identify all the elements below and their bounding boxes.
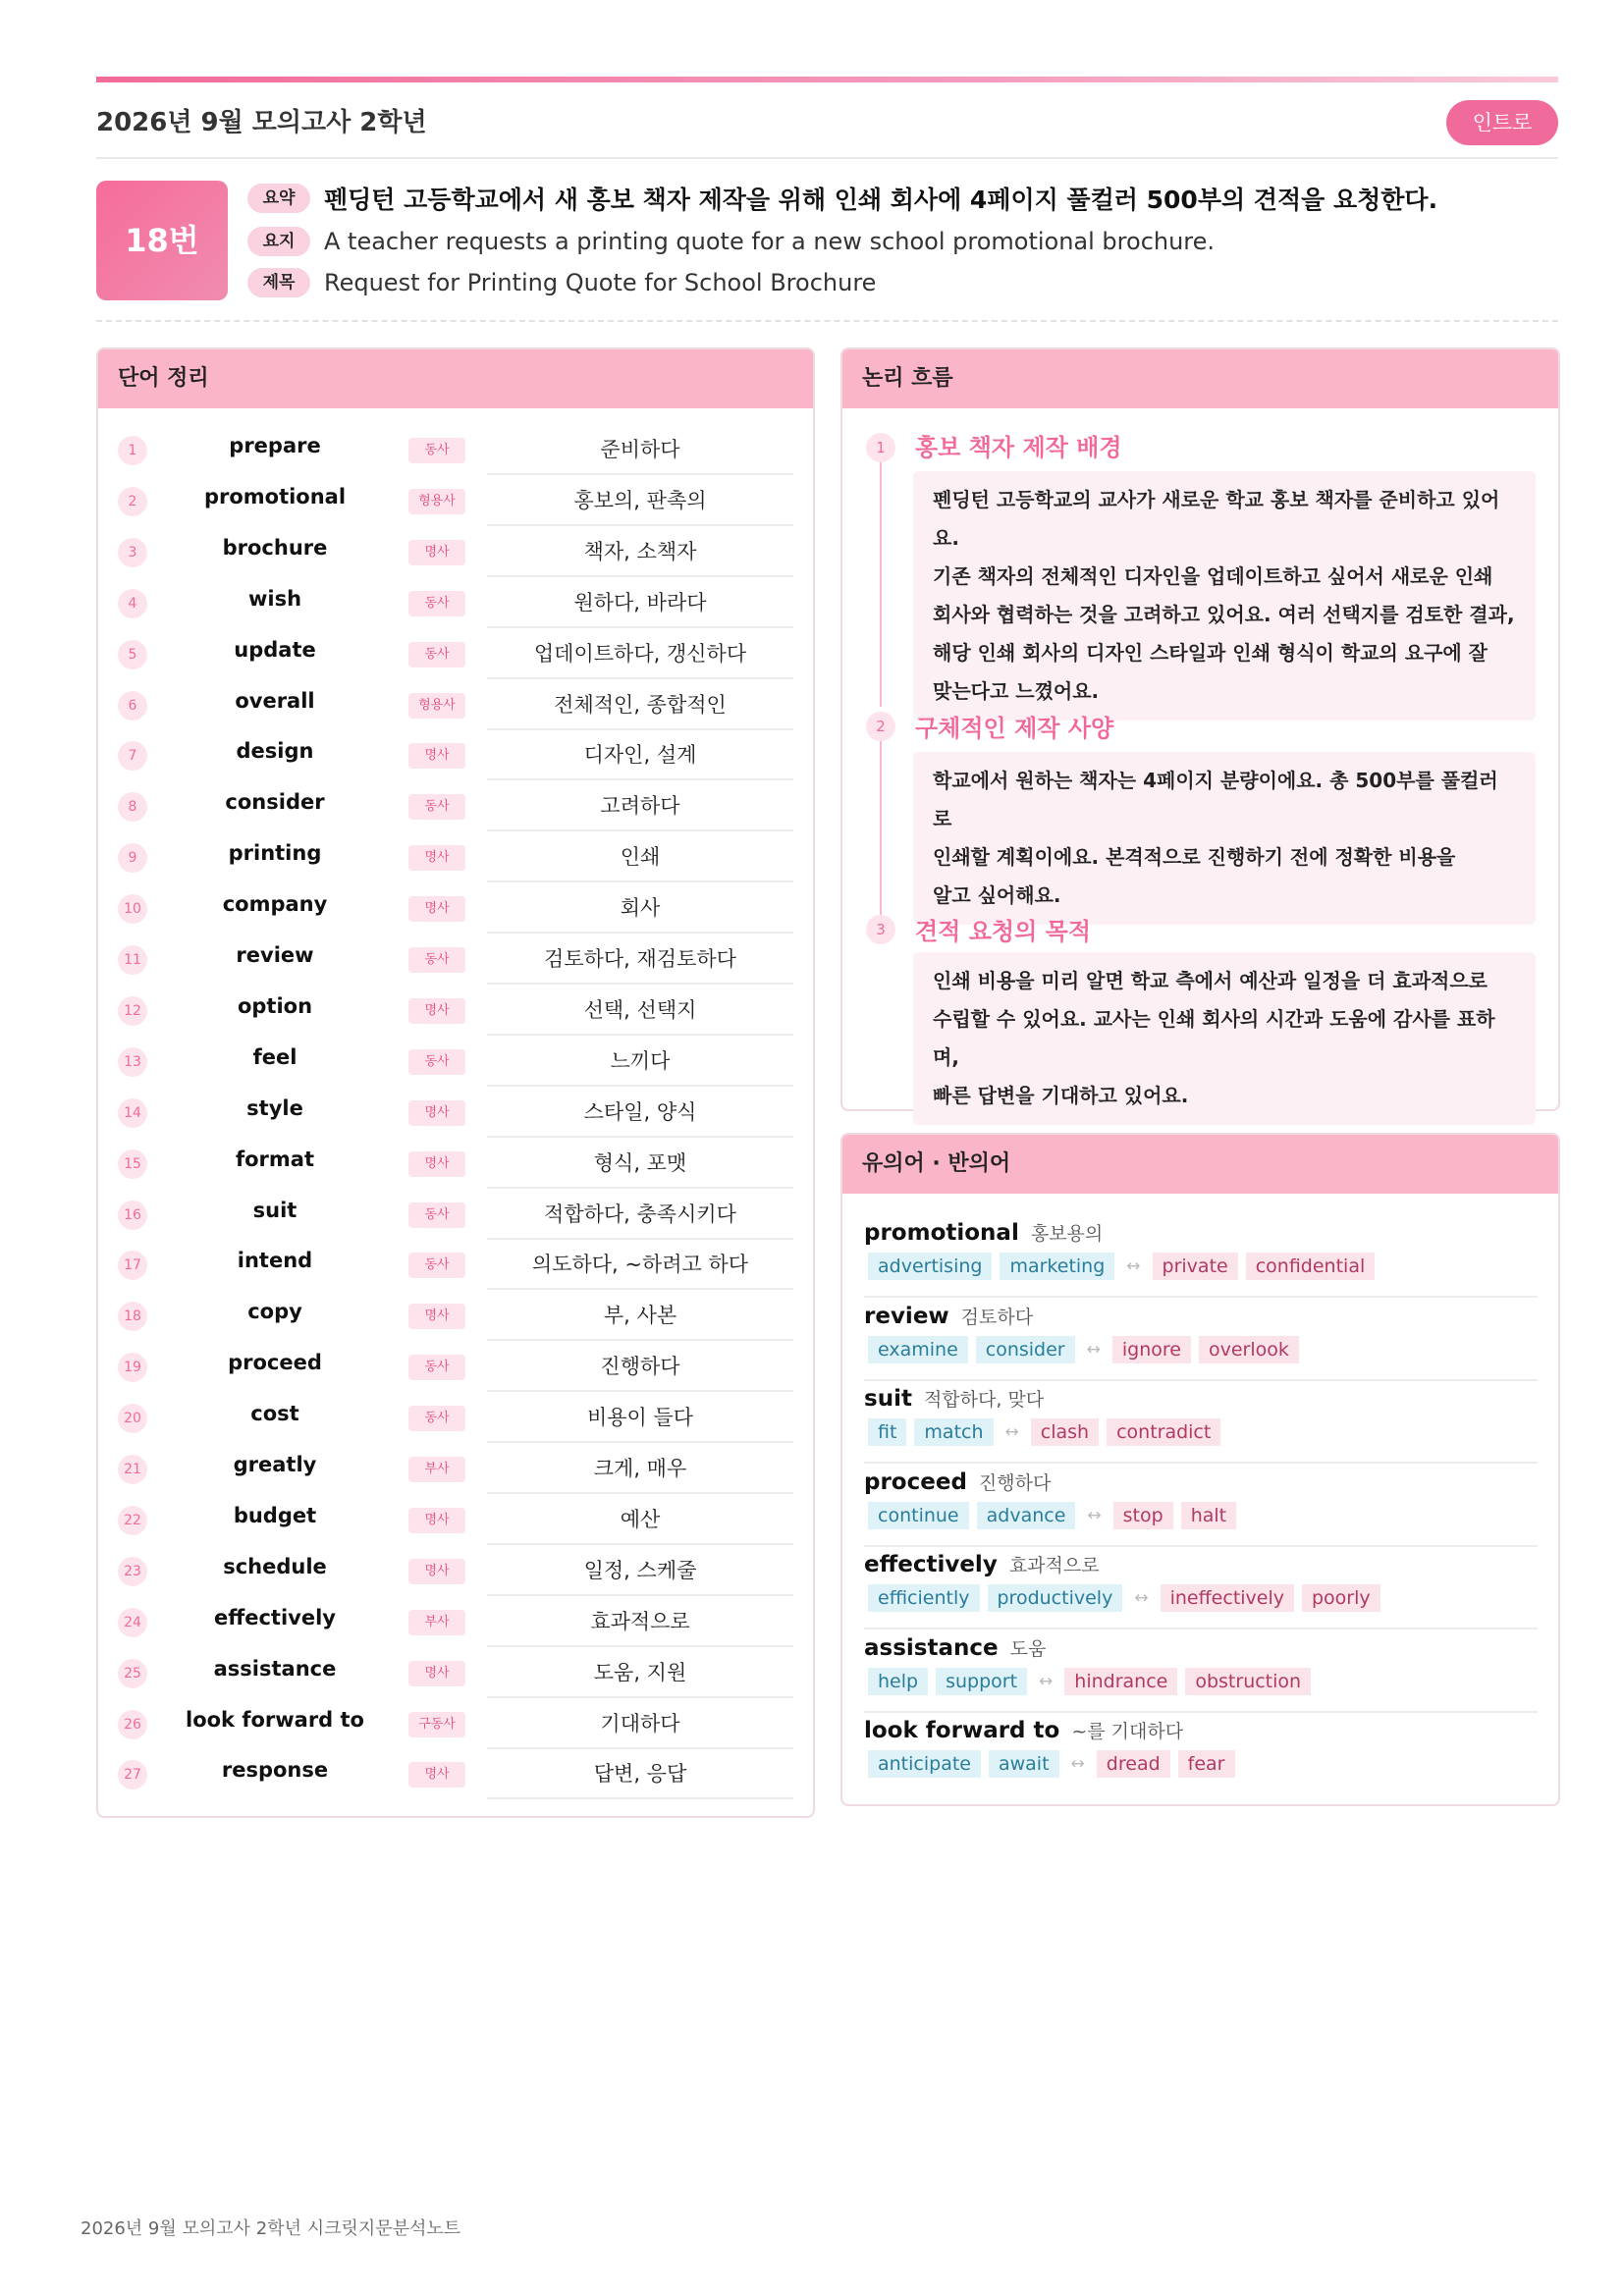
vocab-word: printing	[228, 841, 322, 866]
vocab-meaning: 일정, 스케줄	[583, 1558, 697, 1582]
synonym-chip: match	[914, 1418, 993, 1446]
synonym-chip: advertising	[868, 1253, 992, 1280]
flow-connector	[880, 461, 882, 707]
headword-text: suit	[864, 1386, 912, 1412]
vocab-row	[98, 1189, 813, 1240]
vocab-meaning: 부, 사본	[603, 1304, 677, 1328]
headword-korean: ~를 기대하다	[1071, 1721, 1184, 1742]
intro-badge[interactable]: 인트로	[1446, 100, 1558, 145]
vocab-number: 20	[118, 1404, 147, 1433]
synonym-headword	[864, 1717, 1183, 1743]
vocab-number: 27	[118, 1760, 147, 1789]
synonym-chip: examine	[868, 1336, 968, 1363]
part-of-speech-badge: 동사	[408, 1406, 465, 1431]
vocab-word: look forward to	[186, 1707, 364, 1732]
chip-row	[868, 1336, 1307, 1363]
vocab-word: review	[236, 943, 314, 967]
title-tag: 제목	[247, 268, 310, 297]
step-line: 해당 인쇄 회사의 디자인 스타일과 인쇄 형식이 학교의 요구에 잘	[933, 641, 1488, 665]
synonym-entry	[864, 1213, 1538, 1298]
synonym-chip: help	[868, 1668, 928, 1695]
row-divider	[487, 1797, 793, 1799]
vocab-row	[98, 780, 813, 831]
part-of-speech-badge: 형용사	[408, 693, 465, 719]
vocab-row	[98, 1087, 813, 1138]
vocab-word: format	[235, 1147, 314, 1171]
vocab-row	[98, 882, 813, 934]
synonym-chip: advance	[977, 1502, 1076, 1529]
headword-korean: 검토하다	[960, 1306, 1034, 1328]
part-of-speech-badge: 동사	[408, 1049, 465, 1075]
vocab-meaning: 인쇄	[620, 845, 661, 870]
part-of-speech-badge: 부사	[408, 1610, 465, 1635]
vocab-number: 13	[118, 1047, 147, 1077]
vocab-row	[98, 729, 813, 780]
part-of-speech-badge: 명사	[408, 1100, 465, 1126]
vocab-meaning: 답변, 응답	[593, 1762, 687, 1787]
part-of-speech-badge: 동사	[408, 1355, 465, 1380]
step-number: 1	[866, 433, 895, 462]
headword-text: assistance	[864, 1634, 999, 1661]
vocab-meaning: 홍보의, 판촉의	[573, 488, 707, 512]
vocab-word: style	[246, 1095, 303, 1120]
title-row	[247, 265, 876, 300]
headword-text: review	[864, 1303, 949, 1329]
step-line: 수립할 수 있어요. 교사는 인쇄 회사의 시간과 도움에 감사를 표하며,	[933, 1007, 1495, 1069]
vocab-meaning: 적합하다, 충족시키다	[544, 1201, 736, 1226]
step-description	[913, 471, 1536, 721]
synonym-headword	[864, 1219, 1103, 1246]
headword-text: proceed	[864, 1468, 967, 1495]
synonym-chip: anticipate	[868, 1750, 981, 1778]
vocab-row	[98, 1290, 813, 1341]
step-description	[913, 952, 1536, 1125]
part-of-speech-badge: 부사	[408, 1457, 465, 1482]
vocab-number: 21	[118, 1455, 147, 1484]
antonym-arrow-icon: ↔	[1086, 1339, 1101, 1360]
vocab-row	[98, 1239, 813, 1290]
vocab-number: 16	[118, 1201, 147, 1230]
step-line: 인쇄 비용을 미리 알면 학교 측에서 예산과 일정을 더 효과적으로	[933, 969, 1488, 992]
vocab-row	[98, 831, 813, 882]
synonym-entry	[864, 1629, 1538, 1713]
synonym-chip: continue	[868, 1502, 969, 1529]
gist-text: A teacher requests a printing quote for a new school promotional brochure.	[324, 228, 1216, 255]
part-of-speech-badge: 동사	[408, 1253, 465, 1278]
synonym-chip: consider	[976, 1336, 1075, 1363]
vocab-number: 10	[118, 894, 147, 924]
vocab-word: consider	[225, 790, 325, 815]
vocab-number: 11	[118, 945, 147, 975]
vocab-number: 8	[118, 792, 147, 822]
vocab-row	[98, 1647, 813, 1698]
antonym-chip: stop	[1113, 1502, 1173, 1529]
step-line: 기존 책자의 전체적인 디자인을 업데이트하고 싶어서 새로운 인쇄	[933, 564, 1493, 588]
vocab-number: 19	[118, 1353, 147, 1382]
gist-row	[247, 224, 1215, 259]
vocab-row	[98, 1698, 813, 1749]
vocab-word: intend	[237, 1249, 313, 1273]
chip-row	[868, 1668, 1319, 1695]
step-number: 3	[866, 915, 895, 944]
vocab-word: cost	[250, 1402, 299, 1426]
vocab-meaning: 효과적으로	[590, 1609, 690, 1633]
chip-row	[868, 1253, 1382, 1280]
synonym-entry	[864, 1297, 1538, 1381]
part-of-speech-badge: 동사	[408, 591, 465, 616]
synonym-headword	[864, 1385, 1044, 1412]
vocab-word: design	[236, 739, 314, 764]
synonym-chip: support	[936, 1668, 1027, 1695]
vocab-word: assistance	[213, 1656, 337, 1681]
vocab-word: effectively	[213, 1605, 336, 1629]
vocab-word: greatly	[233, 1453, 317, 1476]
vocab-row	[98, 1748, 813, 1799]
document-title: 2026년 9월 모의고사 2학년	[96, 108, 427, 137]
antonym-chip: obstruction	[1185, 1668, 1311, 1695]
part-of-speech-badge: 명사	[408, 1508, 465, 1533]
header-accent-bar	[96, 77, 1558, 82]
antonym-arrow-icon: ↔	[1087, 1505, 1102, 1525]
synonym-headword	[864, 1551, 1100, 1577]
vocab-meaning: 디자인, 설계	[583, 743, 697, 768]
vocab-number: 2	[118, 487, 147, 516]
antonym-chip: private	[1153, 1253, 1238, 1280]
vocab-word: promotional	[203, 484, 347, 508]
summary-text: 펜딩턴 고등학교에서 새 홍보 책자 제작을 위해 인쇄 회사에 4페이지 풀컬러 500부의 견적을 요청한다.	[324, 186, 1438, 214]
vocab-meaning: 준비하다	[600, 438, 680, 461]
vocab-number: 5	[118, 640, 147, 669]
vocab-word: feel	[252, 1044, 298, 1069]
part-of-speech-badge: 명사	[408, 1559, 465, 1584]
synonym-entry	[864, 1463, 1538, 1547]
vocab-number: 1	[118, 436, 147, 465]
vocab-word: brochure	[222, 535, 328, 560]
step-line: 학교에서 원하는 책자는 4페이지 분량이에요. 총 500부를 풀컬러로	[933, 769, 1498, 830]
vocab-row	[98, 1138, 813, 1189]
synonym-entry	[864, 1545, 1538, 1629]
part-of-speech-badge: 동사	[408, 794, 465, 820]
antonym-chip: overlook	[1199, 1336, 1299, 1363]
step-line: 빠른 답변을 기대하고 있어요.	[933, 1084, 1189, 1107]
vocab-panel	[96, 347, 815, 1818]
synonym-headword	[864, 1468, 1051, 1495]
antonym-chip: poorly	[1302, 1584, 1380, 1612]
vocab-number: 18	[118, 1302, 147, 1331]
synonym-chip: fit	[868, 1418, 906, 1446]
vocab-number: 12	[118, 996, 147, 1026]
headword-korean: 진행하다	[978, 1471, 1052, 1494]
part-of-speech-badge: 동사	[408, 1202, 465, 1228]
vocab-number: 6	[118, 691, 147, 721]
vocab-row	[98, 985, 813, 1036]
vocab-row	[98, 1036, 813, 1087]
antonym-chip: clash	[1031, 1418, 1099, 1446]
vocab-meaning: 의도하다, ~하려고 하다	[531, 1253, 749, 1277]
part-of-speech-badge: 명사	[408, 540, 465, 565]
vocab-row	[98, 424, 813, 475]
headword-korean: 홍보용의	[1030, 1223, 1104, 1245]
vocab-word: response	[221, 1758, 329, 1783]
chip-row	[868, 1584, 1388, 1612]
step-line: 회사와 협력하는 것을 고려하고 있어요. 여러 선택지를 검토한 결과,	[933, 603, 1515, 626]
summary-row	[247, 181, 1437, 216]
page-header	[96, 88, 1558, 159]
antonym-chip: fear	[1178, 1750, 1235, 1778]
antonym-chip: contradict	[1107, 1418, 1220, 1446]
headword-text: look forward to	[864, 1718, 1060, 1743]
part-of-speech-badge: 명사	[408, 998, 465, 1024]
vocab-meaning: 검토하다, 재검토하다	[544, 947, 736, 971]
vocab-word: proceed	[228, 1351, 322, 1375]
vocab-word: suit	[252, 1198, 298, 1222]
gist-tag: 요지	[247, 227, 310, 256]
antonym-arrow-icon: ↔	[1070, 1754, 1085, 1774]
flow-connector	[880, 740, 882, 915]
vocab-word: update	[234, 637, 316, 662]
vocab-meaning: 비용이 들다	[586, 1406, 694, 1430]
vocab-meaning: 책자, 소책자	[583, 539, 697, 563]
part-of-speech-badge: 구동사	[408, 1712, 465, 1737]
headword-text: promotional	[864, 1220, 1019, 1246]
part-of-speech-badge: 명사	[408, 896, 465, 922]
vocab-number: 9	[118, 843, 147, 873]
vocab-number: 15	[118, 1149, 147, 1179]
vocab-meaning: 선택, 선택지	[583, 997, 697, 1022]
vocab-number: 25	[118, 1659, 147, 1688]
vocab-number: 14	[118, 1098, 147, 1128]
synonym-entry	[864, 1379, 1538, 1464]
chip-row	[868, 1750, 1243, 1778]
step-line: 맞는다고 느꼈어요.	[933, 679, 1100, 703]
vocab-row	[98, 1341, 813, 1392]
synonym-headword	[864, 1303, 1033, 1329]
part-of-speech-badge: 명사	[408, 1661, 465, 1686]
headword-text: effectively	[864, 1552, 998, 1577]
vocab-row	[98, 577, 813, 628]
title-text: Request for Printing Quote for School Brochure	[324, 269, 877, 296]
antonym-chip: halt	[1181, 1502, 1236, 1529]
antonym-arrow-icon: ↔	[1039, 1671, 1054, 1691]
chip-row	[868, 1502, 1244, 1529]
part-of-speech-badge: 명사	[408, 1151, 465, 1177]
vocab-meaning: 형식, 포맷	[593, 1150, 687, 1175]
vocab-meaning: 느끼다	[610, 1048, 671, 1073]
vocab-meaning: 원하다, 바라다	[573, 590, 707, 614]
step-number: 2	[866, 712, 895, 741]
vocab-meaning: 크게, 매우	[593, 1457, 687, 1480]
vocab-number: 7	[118, 741, 147, 771]
vocab-row	[98, 475, 813, 526]
part-of-speech-badge: 명사	[408, 743, 465, 769]
step-line: 알고 싶어해요.	[933, 883, 1061, 907]
vocab-number: 24	[118, 1608, 147, 1637]
vocab-meaning: 도움, 지원	[593, 1660, 687, 1684]
vocab-row	[98, 526, 813, 577]
antonym-arrow-icon: ↔	[1004, 1422, 1019, 1442]
part-of-speech-badge: 명사	[408, 845, 465, 871]
vocab-meaning: 스타일, 양식	[583, 1099, 697, 1124]
vocab-meaning: 진행하다	[600, 1355, 680, 1379]
vocab-word: copy	[247, 1300, 302, 1324]
part-of-speech-badge: 동사	[408, 947, 465, 973]
vocab-row	[98, 1494, 813, 1545]
vocab-row	[98, 628, 813, 679]
chip-row	[868, 1418, 1228, 1446]
synonym-heading: 유의어 · 반의어	[842, 1135, 1558, 1194]
headword-korean: 효과적으로	[1008, 1555, 1100, 1576]
antonym-chip: dread	[1097, 1750, 1170, 1778]
synonym-entry	[864, 1711, 1538, 1793]
vocab-row	[98, 934, 813, 985]
vocab-meaning: 기대하다	[600, 1711, 680, 1735]
antonym-chip: hindrance	[1064, 1668, 1177, 1695]
vocab-word: wish	[247, 586, 302, 611]
logic-heading: 논리 흐름	[842, 349, 1558, 408]
step-description	[913, 752, 1536, 925]
headword-korean: 적합하다, 맞다	[923, 1389, 1045, 1411]
step-title: 구체적인 제작 사양	[915, 715, 1114, 742]
vocab-row	[98, 1443, 813, 1494]
footer-text: 2026년 9월 모의고사 2학년 시크릿지문분석노트	[81, 2218, 461, 2239]
synonym-headword	[864, 1634, 1046, 1661]
vocab-row	[98, 1596, 813, 1647]
vocab-number: 22	[118, 1506, 147, 1535]
vocab-number: 4	[118, 589, 147, 618]
vocab-number: 26	[118, 1710, 147, 1739]
part-of-speech-badge: 명사	[408, 1762, 465, 1788]
vocab-number: 23	[118, 1557, 147, 1586]
synonym-chip: efficiently	[868, 1584, 980, 1612]
vocab-meaning: 회사	[620, 896, 661, 921]
antonym-arrow-icon: ↔	[1134, 1588, 1149, 1608]
antonym-arrow-icon: ↔	[1126, 1256, 1141, 1276]
vocab-meaning: 고려하다	[600, 794, 680, 819]
synonym-panel	[840, 1133, 1560, 1806]
vocab-meaning: 업데이트하다, 갱신하다	[533, 641, 747, 666]
synonym-chip: await	[989, 1750, 1059, 1778]
vocab-word: schedule	[223, 1554, 327, 1578]
vocab-word: budget	[233, 1503, 317, 1527]
vocab-row	[98, 1545, 813, 1596]
vocab-word: option	[237, 993, 313, 1018]
vocab-number: 3	[118, 538, 147, 567]
antonym-chip: ineffectively	[1161, 1584, 1294, 1612]
question-number: 18번	[96, 181, 228, 300]
vocab-meaning: 예산	[620, 1507, 661, 1531]
vocab-number: 17	[118, 1251, 147, 1280]
part-of-speech-badge: 동사	[408, 438, 465, 463]
antonym-chip: confidential	[1246, 1253, 1376, 1280]
vocab-word: company	[222, 892, 328, 917]
step-line: 펜딩턴 고등학교의 교사가 새로운 학교 홍보 책자를 준비하고 있어요.	[933, 488, 1500, 550]
part-of-speech-badge: 명사	[408, 1304, 465, 1329]
synonym-chip: productively	[988, 1584, 1123, 1612]
vocab-row	[98, 679, 813, 730]
antonym-chip: ignore	[1112, 1336, 1191, 1363]
headword-korean: 도움	[1009, 1637, 1047, 1660]
synonym-chip: marketing	[1000, 1253, 1114, 1280]
step-title: 견적 요청의 목적	[915, 918, 1091, 945]
step-title: 홍보 책자 제작 배경	[915, 434, 1122, 461]
part-of-speech-badge: 형용사	[408, 489, 465, 514]
vocab-meaning: 전체적인, 종합적인	[554, 692, 727, 717]
part-of-speech-badge: 동사	[408, 642, 465, 667]
vocab-heading: 단어 정리	[98, 349, 813, 408]
vocab-row	[98, 1392, 813, 1443]
summary-tag: 요약	[247, 184, 310, 213]
vocab-word: overall	[235, 688, 315, 713]
section-divider	[96, 320, 1558, 322]
vocab-word: prepare	[229, 434, 321, 457]
step-line: 인쇄할 계획이에요. 본격적으로 진행하기 전에 정확한 비용을	[933, 845, 1456, 869]
